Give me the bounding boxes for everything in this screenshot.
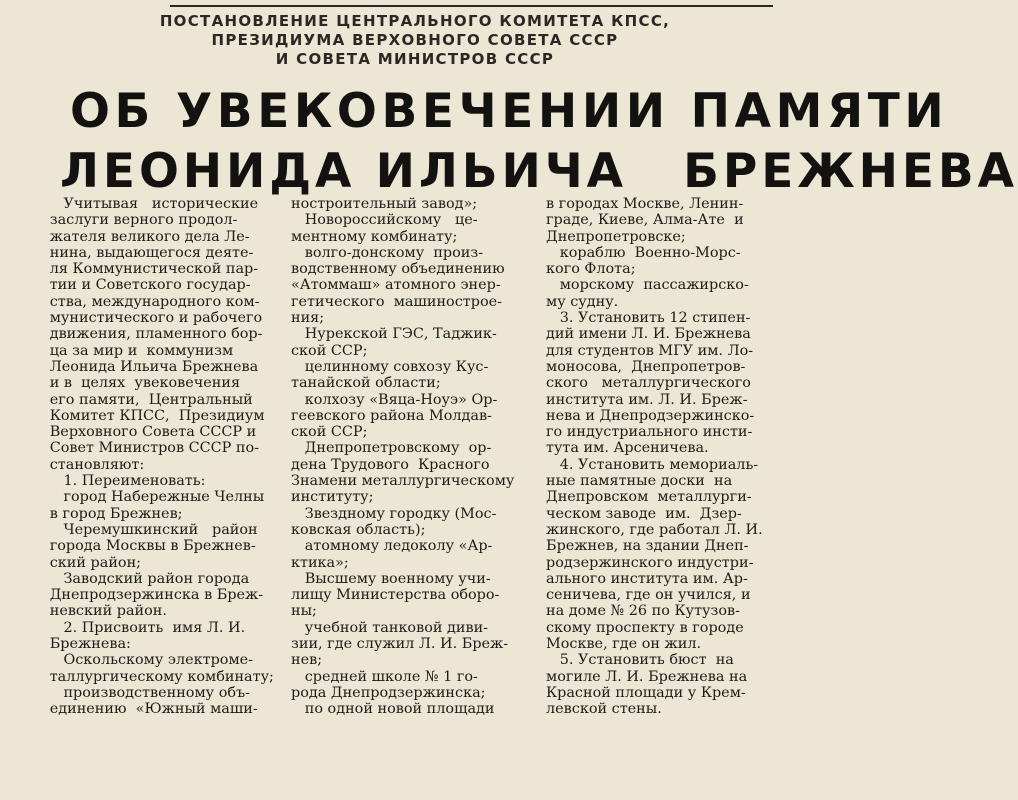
text-line: Знамени металлургическому xyxy=(291,473,515,490)
text-line: гетического машинострое- xyxy=(291,293,502,310)
article-column-3 xyxy=(546,196,774,718)
text-line: ностроительный завод»; xyxy=(291,196,478,212)
text-line: Новороссийскому це- xyxy=(291,212,478,229)
text-line: ля Коммунистической пар- xyxy=(36,261,259,278)
text-line: невский район. xyxy=(36,603,167,620)
headline-line-2 xyxy=(60,142,1018,202)
text-line: Брежнев, на здании Днеп- xyxy=(546,538,749,555)
text-line: ческом заводе им. Дзер- xyxy=(546,505,742,522)
text-line: 5. Установить бюст на xyxy=(546,652,734,669)
text-line: родзержинского индустри- xyxy=(546,554,754,571)
text-line: города Москвы в Брежнев- xyxy=(36,538,256,555)
text-line: 3. Установить 12 стипен- xyxy=(546,310,751,327)
text-line: движения, пламенного бор- xyxy=(36,326,263,343)
text-line: 1. Переименовать: xyxy=(36,473,206,490)
text-line: ской ССР; xyxy=(291,342,368,359)
text-line: таллургическому комбинату; xyxy=(36,668,274,685)
text-line: Учитывая исторические xyxy=(36,196,259,212)
text-line: жинского, где работал Л. И. xyxy=(546,521,763,538)
text-line: Красной площади у Крем- xyxy=(546,684,746,701)
text-line: ны; xyxy=(291,603,317,620)
text-line: в город Брежнев; xyxy=(36,505,183,522)
text-line: ные памятные доски на xyxy=(546,473,733,490)
text-line: Заводский район города xyxy=(36,570,250,587)
text-line: нева и Днепродзержинско- xyxy=(546,407,755,424)
text-line: ального института им. Ар- xyxy=(546,570,748,587)
text-line: танайской области; xyxy=(291,375,441,392)
text-line: кораблю Военно-Морс- xyxy=(546,244,741,261)
text-line: целинному совхозу Кус- xyxy=(291,358,489,375)
text-line: его памяти, Центральный xyxy=(36,391,253,408)
text-line: и в целях увековечения xyxy=(36,375,241,392)
text-line: тута им. Арсеничева. xyxy=(546,440,709,457)
text-line: рода Днепродзержинска; xyxy=(291,684,486,701)
text-line: морскому пассажирско- xyxy=(546,277,749,294)
text-line: Днепропетровске; xyxy=(546,228,686,245)
text-line: Высшему военному учи- xyxy=(291,570,491,587)
article-column-1 xyxy=(36,196,274,718)
text-line: водственному объединению xyxy=(291,261,505,278)
text-line: по одной новой площади xyxy=(291,701,495,718)
text-line: волго-донскому произ- xyxy=(291,244,484,261)
kicker-line: ПРЕЗИДИУМА ВЕРХОВНОГО СОВЕТА СССР xyxy=(211,31,619,49)
article-column-2 xyxy=(291,196,519,718)
text-line: геевского района Молдав- xyxy=(291,407,492,424)
text-line: Черемушкинский район xyxy=(36,521,258,538)
text-line: Днепровском металлурги- xyxy=(546,489,752,506)
text-line: Верховного Совета СССР и xyxy=(36,424,257,441)
decree-kicker xyxy=(150,12,680,69)
text-line: лищу Министерства оборо- xyxy=(291,587,500,604)
text-line: жателя великого дела Ле- xyxy=(36,228,250,245)
text-line: колхозу «Вяца-Ноуэ» Ор- xyxy=(291,391,498,408)
text-line: город Набережные Челны xyxy=(36,489,265,506)
text-line: нина, выдающегося деяте- xyxy=(36,244,254,261)
text-line: Нурекской ГЭС, Таджик- xyxy=(291,326,497,343)
text-line: ца за мир и коммунизм xyxy=(36,342,234,359)
headline-word: ЛЕОНИДА xyxy=(60,144,356,199)
text-line: дена Трудового Красного xyxy=(291,456,490,473)
text-line: левской стены. xyxy=(546,701,662,718)
kicker-line: ПОСТАНОВЛЕНИЕ ЦЕНТРАЛЬНОГО КОМИТЕТА КПСС, xyxy=(159,12,671,30)
text-line: Днепродзержинска в Бреж- xyxy=(36,587,264,604)
text-line: ский район; xyxy=(36,554,142,571)
text-line: тии и Советского государ- xyxy=(36,277,251,294)
text-line: могиле Л. И. Брежнева на xyxy=(546,668,748,685)
text-line: граде, Киеве, Алма-Ате и xyxy=(546,212,744,229)
text-line: институту; xyxy=(291,489,374,506)
text-line: скому проспекту в городе xyxy=(546,619,744,636)
text-line: ния; xyxy=(291,310,325,327)
text-line: Звездному городку (Мос- xyxy=(291,505,497,522)
text-line: для студентов МГУ им. Ло- xyxy=(546,342,754,359)
text-line: института им. Л. И. Бреж- xyxy=(546,391,748,408)
text-line: ской ССР; xyxy=(291,424,368,441)
text-line: ктика»; xyxy=(291,554,349,571)
text-line: му судну. xyxy=(546,293,619,310)
text-line: ментному комбинату; xyxy=(291,228,458,245)
text-line: го индустриального инсти- xyxy=(546,424,753,441)
text-line: ства, международного ком- xyxy=(36,293,260,310)
text-line: производственному объ- xyxy=(36,684,251,701)
headline-line-1: ОБ УВЕКОВЕЧЕНИИ ПАМЯТИ xyxy=(70,84,949,139)
text-line: заслуги верного продол- xyxy=(36,212,238,229)
text-line: Брежнева: xyxy=(36,636,131,653)
text-line: атомному ледоколу «Ар- xyxy=(291,538,493,555)
text-line: становляют: xyxy=(36,456,145,473)
text-line: нев; xyxy=(291,652,323,669)
text-line: мунистического и рабочего xyxy=(36,310,263,327)
text-line: в городах Москве, Ленин- xyxy=(546,196,744,212)
headline-word: ИЛЬИЧА xyxy=(375,144,627,199)
text-line: Днепропетровскому ор- xyxy=(291,440,492,457)
text-line: на доме № 26 по Кутузов- xyxy=(546,603,740,620)
text-line: ковская область); xyxy=(291,521,426,538)
kicker-line: И СОВЕТА МИНИСТРОВ СССР xyxy=(275,50,555,68)
text-line: 4. Установить мемориаль- xyxy=(546,456,759,473)
text-line: дий имени Л. И. Брежнева xyxy=(546,326,751,343)
text-line: единению «Южный маши- xyxy=(36,701,258,718)
text-line: Москве, где он жил. xyxy=(546,636,702,653)
text-line: зии, где служил Л. И. Бреж- xyxy=(291,636,509,653)
text-line: 2. Присвоить имя Л. И. xyxy=(36,619,246,636)
text-line: сеничева, где он учился, и xyxy=(546,587,751,604)
text-line: ского металлургического xyxy=(546,375,751,392)
text-line: Комитет КПСС, Президиум xyxy=(36,407,265,424)
text-line: Леонида Ильича Брежнева xyxy=(36,358,259,375)
text-line: моносова, Днепропетров- xyxy=(546,358,746,375)
text-line: кого Флота; xyxy=(546,261,636,278)
text-line: «Атоммаш» атомного энер- xyxy=(291,277,501,294)
text-line: средней школе № 1 го- xyxy=(291,668,478,685)
text-line: Оскольскому электроме- xyxy=(36,652,254,669)
text-line: Совет Министров СССР по- xyxy=(36,440,260,457)
top-rule xyxy=(170,5,773,7)
text-line: учебной танковой диви- xyxy=(291,619,489,636)
headline-word: БРЕЖНЕВА xyxy=(683,144,1018,199)
